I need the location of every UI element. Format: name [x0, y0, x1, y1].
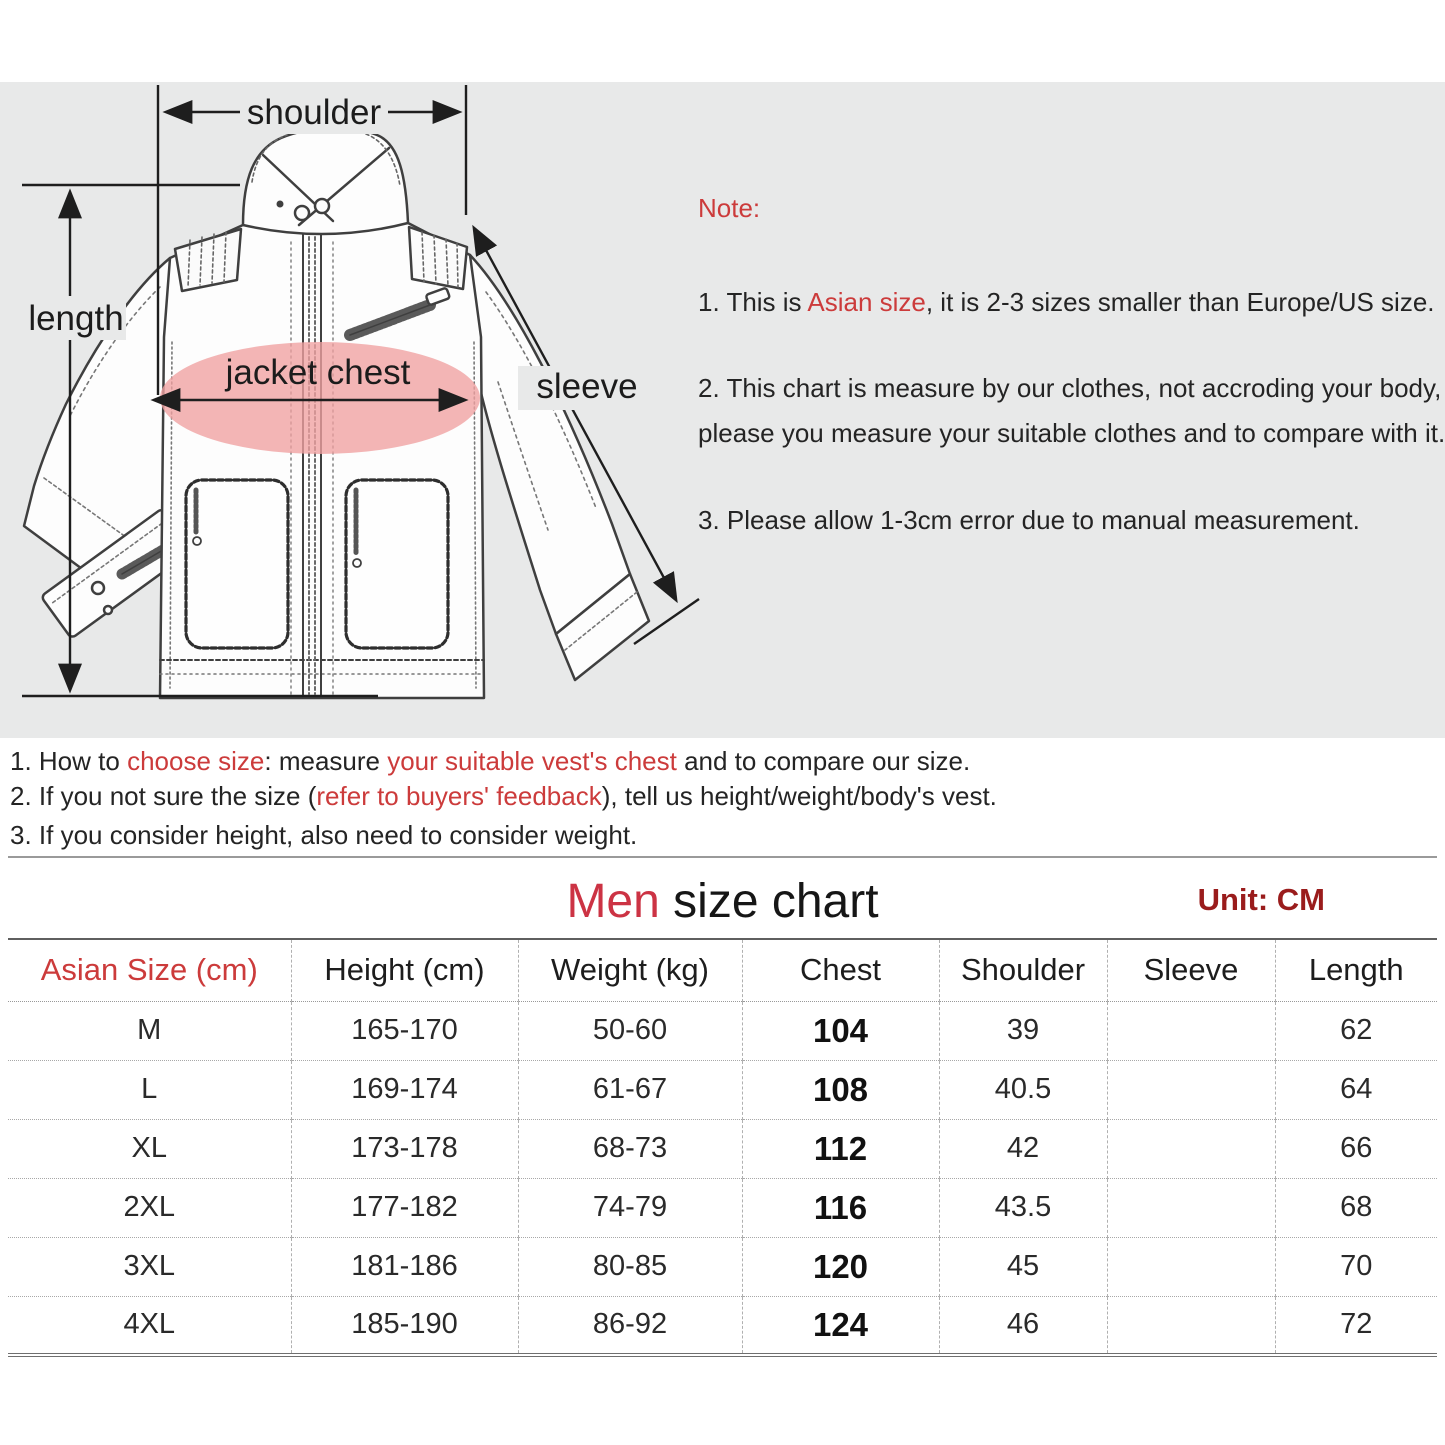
table-cell: 43.5 [939, 1178, 1107, 1237]
table-cell [1107, 1060, 1275, 1119]
table-row [8, 1060, 1437, 1119]
header-sleeve: Sleeve [1107, 939, 1275, 1001]
header-length: Length [1275, 939, 1437, 1001]
left-shoulder-panel [175, 229, 241, 291]
table-title-row [8, 858, 1437, 938]
note-item-1: 1. This is Asian size, it is 2-3 sizes smaller than Europe/US size. [698, 287, 1435, 317]
table-cell [1107, 1178, 1275, 1237]
instruction-line-1: 1. How to choose size: measure your suitable vest's chest and to compare our size. [10, 746, 971, 776]
table-cell: 62 [1275, 1001, 1437, 1060]
right-sleeve [470, 255, 630, 634]
table-cell: 40.5 [939, 1060, 1107, 1119]
table-cell: 80-85 [518, 1237, 742, 1296]
table-cell [1107, 1001, 1275, 1060]
note-title: Note: [698, 193, 761, 223]
jacket-diagram [0, 82, 700, 738]
table-cell: 104 [742, 1001, 939, 1060]
shoulder-label: shoulder [246, 93, 382, 132]
right-pocket [346, 480, 448, 648]
right-shoulder-panel [409, 227, 467, 289]
collar-snap [295, 206, 309, 220]
table-cell: 112 [742, 1119, 939, 1178]
notes-block [698, 192, 1445, 536]
table-cell: 120 [742, 1237, 939, 1296]
left-cuff-snap [92, 582, 104, 594]
table-cell: 165-170 [291, 1001, 518, 1060]
note-item-2: 2. This chart is measure by our clothes, not accroding your body, please you measure your suitable clothes and to compare with it. [698, 373, 1445, 448]
length-label: length [28, 299, 124, 338]
unit-label: Unit: CM [1197, 882, 1325, 917]
table-cell: 66 [1275, 1119, 1437, 1178]
table-cell: 61-67 [518, 1060, 742, 1119]
measurement-section [0, 82, 1445, 738]
table-cell: 70 [1275, 1237, 1437, 1296]
table-cell: XL [8, 1119, 291, 1178]
table-cell: 116 [742, 1178, 939, 1237]
table-row [8, 1178, 1437, 1237]
header-weight: Weight (kg) [518, 939, 742, 1001]
table-cell: 169-174 [291, 1060, 518, 1119]
table-row [8, 1119, 1437, 1178]
table-cell: 124 [742, 1296, 939, 1355]
table-cell: 181-186 [291, 1237, 518, 1296]
table-cell: 185-190 [291, 1296, 518, 1355]
table-row [8, 1001, 1437, 1060]
size-table-body [8, 1001, 1437, 1355]
table-cell: 3XL [8, 1237, 291, 1296]
table-row [8, 1296, 1437, 1355]
table-cell: L [8, 1060, 291, 1119]
note-item-3: 3. Please allow 1-3cm error due to manual measurement. [698, 505, 1360, 535]
table-cell: 45 [939, 1237, 1107, 1296]
collar [243, 128, 408, 234]
table-cell: 68 [1275, 1178, 1437, 1237]
table-cell: M [8, 1001, 291, 1060]
table-cell: 64 [1275, 1060, 1437, 1119]
table-cell: 50-60 [518, 1001, 742, 1060]
table-header [8, 939, 1437, 1001]
left-pocket [186, 480, 288, 648]
men-size-table [8, 938, 1437, 1357]
table-cell: 68-73 [518, 1119, 742, 1178]
table-cell: 42 [939, 1119, 1107, 1178]
table-cell [1107, 1119, 1275, 1178]
header-shoulder: Shoulder [939, 939, 1107, 1001]
header-chest: Chest [742, 939, 939, 1001]
table-title: Men size chart [566, 875, 879, 928]
instruction-line-3: 3. If you consider height, also need to consider weight. [10, 820, 638, 850]
table-cell: 46 [939, 1296, 1107, 1355]
table-cell: 173-178 [291, 1119, 518, 1178]
table-cell: 2XL [8, 1178, 291, 1237]
table-cell [1107, 1296, 1275, 1355]
table-cell: 108 [742, 1060, 939, 1119]
table-cell: 86-92 [518, 1296, 742, 1355]
jacket-chest-label: jacket chest [225, 353, 411, 392]
instruction-line-2: 2. If you not sure the size (refer to buyers' feedback), tell us height/weight/body's vest. [10, 781, 997, 811]
table-cell: 72 [1340, 1308, 1373, 1341]
table-cell [1107, 1237, 1275, 1296]
size-table-section [8, 856, 1437, 1357]
sizing-instructions [10, 744, 1410, 853]
table-cell: 177-182 [291, 1178, 518, 1237]
table-row [8, 1237, 1437, 1296]
table-cell: 74-79 [518, 1178, 742, 1237]
header-asian-size: Asian Size (cm) [8, 939, 291, 1001]
sleeve-label: sleeve [536, 367, 638, 406]
header-height: Height (cm) [291, 939, 518, 1001]
table-cell: 39 [939, 1001, 1107, 1060]
table-cell: 4XL [8, 1296, 291, 1355]
